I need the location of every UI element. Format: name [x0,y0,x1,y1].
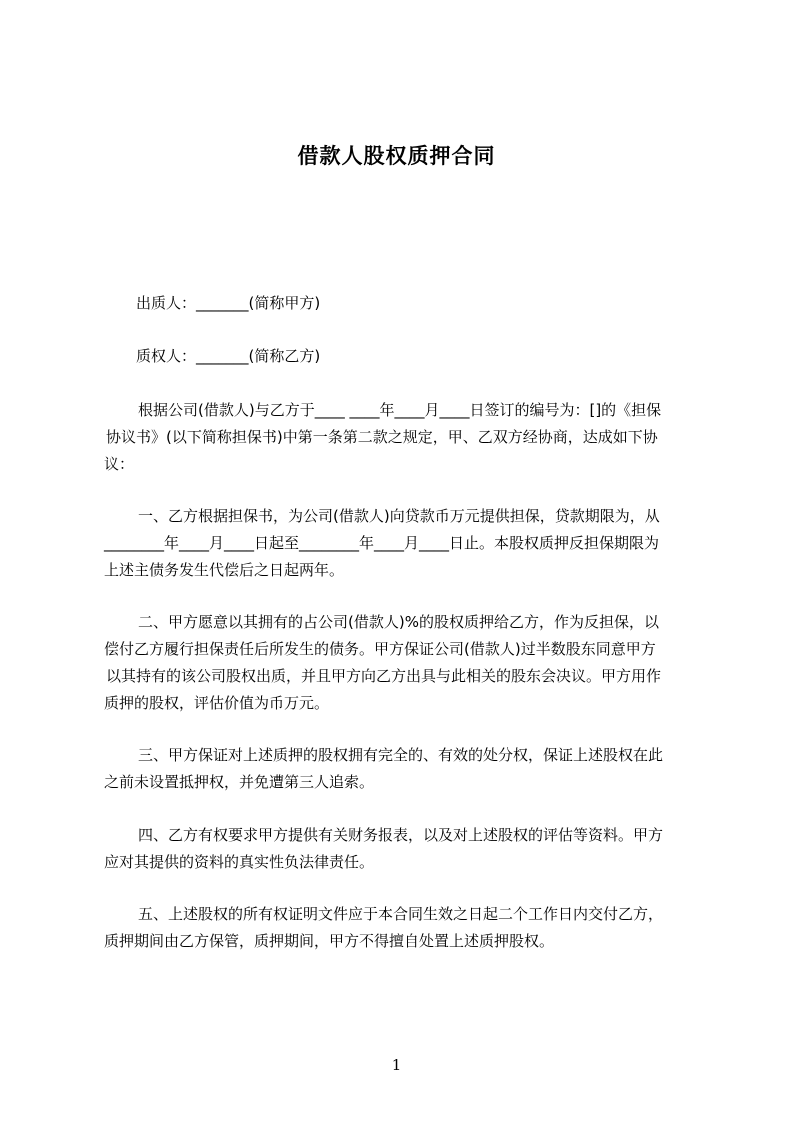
clause-2-line-3: 以其持有的该公司股权出质，并且甲方向乙方出具与此相关的股东会决议。甲方用作 [106,667,662,685]
clause-2-line-4: 质押的股权，评估价值为币万元。 [104,694,330,712]
pledgee-line: 质权人：_______(简称乙方) [136,347,321,365]
clause-3-line-1: 三、甲方保证对上述质押的股权拥有完全的、有效的处分权，保证上述股权在此 [138,746,664,764]
clause-1-line-1: 一、乙方根据担保书，为公司(借款人)向贷款币万元提供担保，贷款期限为，从 [138,507,660,525]
pledgor-line: 出质人：_______(简称甲方) [136,294,321,312]
preamble-line-3: 议： [104,455,135,473]
page-number: 1 [391,1056,402,1074]
clause-3-line-2: 之前未设置抵押权，并免遭第三人追索。 [104,773,375,791]
preamble-line-1: 根据公司(借款人)与乙方于____ ____年____月____日签订的编号为：[]的《担保 [138,401,662,419]
clause-5-line-2: 质押期间由乙方保管，质押期间，甲方不得擅自处置上述质押股权。 [104,932,555,950]
document-title: 借款人股权质押合同 [297,144,496,168]
clause-5-line-1: 五、上述股权的所有权证明文件应于本合同生效之日起二个工作日内交付乙方， [138,905,664,923]
clause-4-line-2: 应对其提供的资料的真实性负法律责任。 [104,853,375,871]
preamble-line-2: 协议书》(以下简称担保书)中第一条第二款之规定，甲、乙双方经协商，达成如下协 [106,428,658,446]
clause-2-line-1: 二、甲方愿意以其拥有的占公司(借款人)%的股权质押给乙方，作为反担保，以 [138,613,659,631]
clause-4-line-1: 四、乙方有权要求甲方提供有关财务报表，以及对上述股权的评估等资料。甲方 [138,826,664,844]
clause-1-line-2: ________年____月____日起至________年____月____日止。本股权质押反担保期限为 [104,534,660,552]
clause-2-line-2: 偿付乙方履行担保责任后所发生的债务。甲方保证公司(借款人)过半数股东同意甲方 [104,640,656,658]
clause-1-line-3: 上述主债务发生代偿后之日起两年。 [104,561,345,579]
